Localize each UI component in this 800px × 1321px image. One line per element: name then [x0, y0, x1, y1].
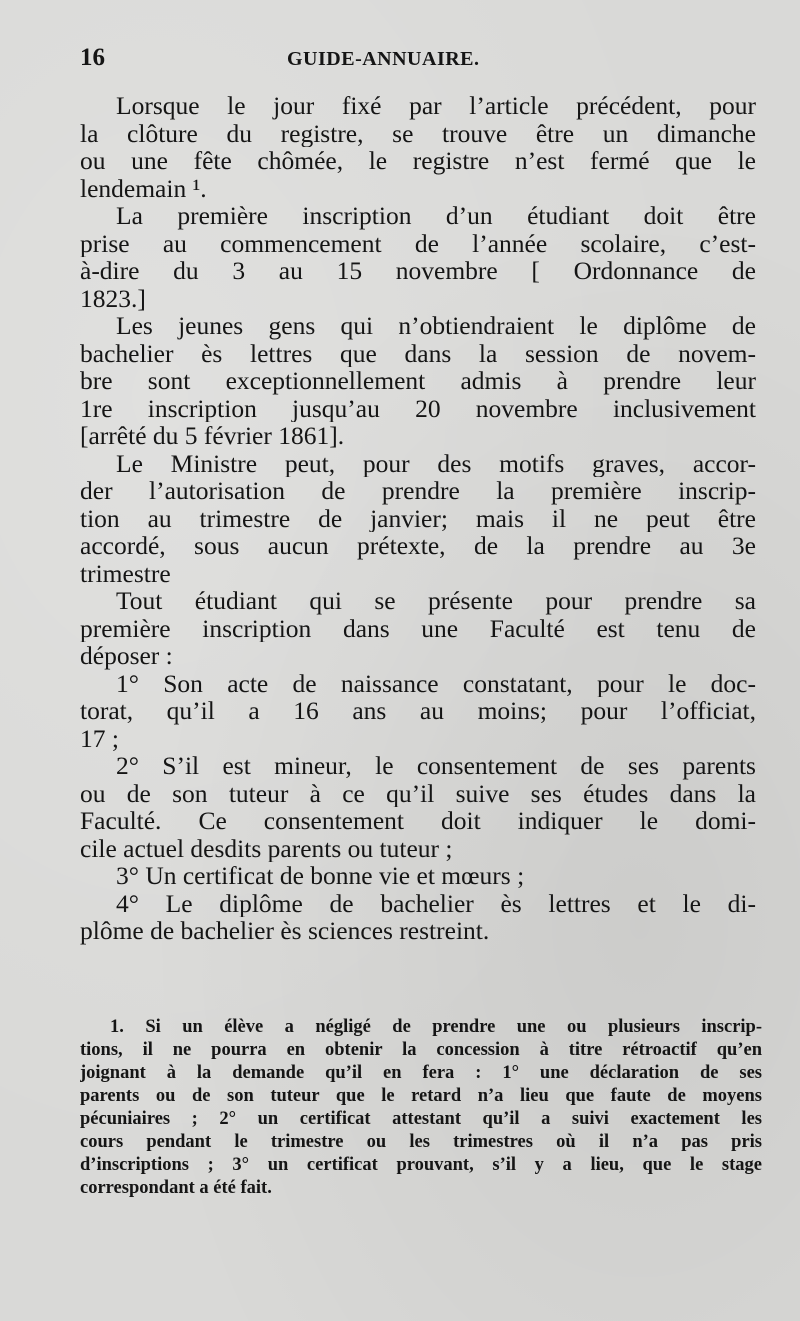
footnote-line: cours pendant le trimestre ou les trimestres où il n’a pas pris: [80, 1132, 762, 1152]
footnote-line: 1. Si un élève a négligé de prendre une ou plusieurs inscrip-: [110, 1017, 762, 1037]
page-header: [80, 44, 760, 78]
page-number: 16: [80, 44, 105, 71]
body-line: La première inscription d’un étudiant doit être: [116, 202, 756, 230]
body-line: bre sont exceptionnellement admis à prendre leur: [80, 367, 756, 395]
body-line: 17 ;: [80, 724, 119, 752]
body-line: der l’autorisation de prendre la première inscrip-: [80, 477, 756, 505]
body-line: bachelier ès lettres que dans la session de novem-: [80, 339, 756, 367]
body-line: Les jeunes gens qui n’obtiendraient le diplôme de: [116, 312, 756, 340]
body-line: ou de son tuteur à ce qu’il suive ses études dans la: [80, 779, 756, 807]
body-line: à-dire du 3 au 15 novembre [ Ordonnance de: [80, 257, 756, 285]
body-line: la clôture du registre, se trouve être un dimanche: [80, 119, 756, 147]
body-line: prise au commencement de l’année scolaire, c’est-: [80, 229, 756, 257]
footnote-line: d’inscriptions ; 3° un certificat prouvant, s’il y a lieu, que le stage: [80, 1155, 762, 1175]
body-line: trimestre: [80, 559, 171, 587]
body-line: 3° Un certificat de bonne vie et mœurs ;: [116, 862, 525, 890]
body-line: plôme de bachelier ès sciences restreint.: [80, 917, 490, 945]
body-line: première inscription dans une Faculté est tenu de: [80, 614, 756, 642]
body-line: Le Ministre peut, pour des motifs graves, accor-: [116, 449, 756, 477]
body-line: 1° Son acte de naissance constatant, pour le doc-: [116, 669, 756, 697]
footnote-line: pécuniaires ; 2° un certificat attestant qu’il a suivi exactement les: [80, 1109, 762, 1129]
body-line: déposer :: [80, 642, 173, 670]
body-line: 4° Le diplôme de bachelier ès lettres et le di-: [116, 889, 756, 917]
body-line: ou une fête chômée, le registre n’est fermé que le: [80, 147, 756, 175]
body-line: Lorsque le jour fixé par l’article précédent, pour: [116, 92, 756, 120]
footnote: [80, 1016, 762, 1200]
running-head: GUIDE-ANNUAIRE.: [287, 48, 480, 70]
body-line: 2° S’il est mineur, le consentement de ses parents: [116, 752, 756, 780]
footnote-line: correspondant a été fait.: [80, 1178, 272, 1198]
footnote-line: tions, il ne pourra en obtenir la concession à titre rétroactif qu’en: [80, 1040, 762, 1060]
body-line: torat, qu’il a 16 ans au moins; pour l’officiat,: [80, 697, 756, 725]
body-line: 1re inscription jusqu’au 20 novembre inclusivement: [80, 394, 756, 422]
body-line: 1823.]: [80, 284, 146, 312]
body-line: [arrêté du 5 février 1861].: [80, 422, 345, 450]
footnote-line: joignant à la demande qu’il en fera : 1° une déclaration de ses: [80, 1063, 762, 1083]
body-line: accordé, sous aucun prétexte, de la prendre au 3e: [80, 532, 756, 560]
footnote-line: parents ou de son tuteur que le retard n’a lieu que faute de moyens: [80, 1086, 762, 1106]
body-line: lendemain ¹.: [80, 174, 207, 202]
body-line: cile actuel desdits parents ou tuteur ;: [80, 834, 453, 862]
body-line: tion au trimestre de janvier; mais il ne peut être: [80, 504, 756, 532]
body-line: Faculté. Ce consentement doit indiquer le domi-: [80, 807, 756, 835]
body-text: [80, 92, 756, 945]
body-line: Tout étudiant qui se présente pour prendre sa: [116, 587, 756, 615]
